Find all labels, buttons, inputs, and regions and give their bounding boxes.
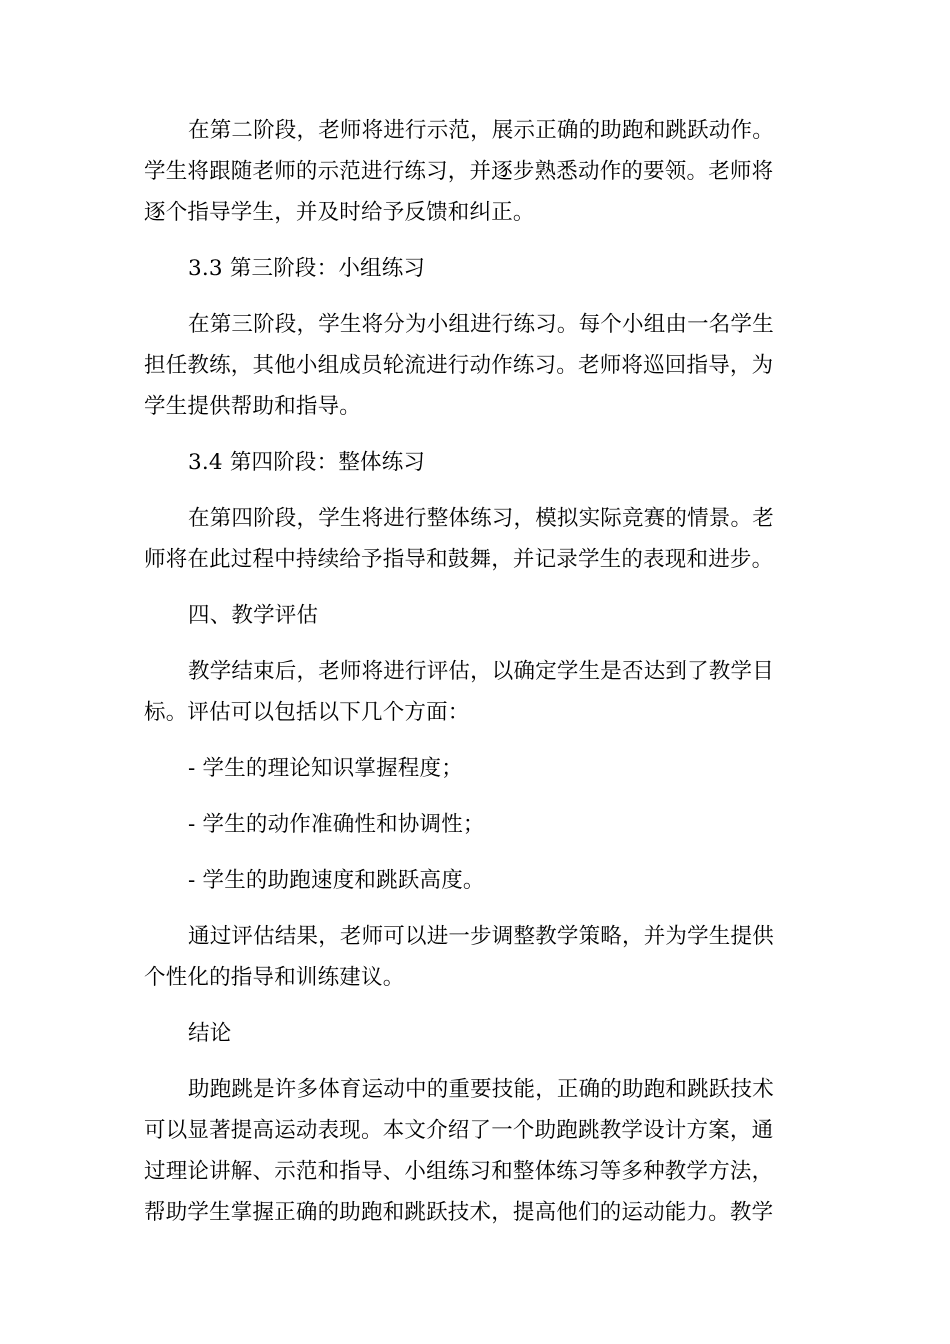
list-item: - 学生的助跑速度和跳跃高度。 (188, 868, 485, 893)
text-line: 逐个指导学生，并及时给予反馈和纠正。 (144, 200, 535, 225)
text-line: 学生将跟随老师的示范进行练习，并逐步熟悉动作的要领。老师将 (144, 159, 774, 184)
paragraph-conclusion (144, 1069, 804, 1233)
text-line: 标。评估可以包括以下几个方面： (144, 700, 470, 725)
text-line: 教学结束后，老师将进行评估，以确定学生是否达到了教学目 (188, 659, 774, 684)
paragraph-evaluation (144, 651, 804, 733)
section-heading-3-4: 3.4 第四阶段：整体练习 (188, 450, 426, 475)
paragraph-result (144, 916, 804, 998)
text-line: 在第三阶段，学生将分为小组进行练习。每个小组由一名学生 (188, 312, 774, 337)
list-item: - 学生的理论知识掌握程度； (188, 756, 463, 781)
text-line: 通过评估结果，老师可以进一步调整教学策略，并为学生提供 (188, 924, 774, 949)
paragraph-stage-four (144, 498, 804, 580)
text-line: 过理论讲解、示范和指导、小组练习和整体练习等多种教学方法， (144, 1159, 774, 1184)
section-heading-3-3: 3.3 第三阶段：小组练习 (188, 256, 426, 281)
paragraph-stage-three (144, 304, 804, 427)
text-line: 在第四阶段，学生将进行整体练习，模拟实际竞赛的情景。老 (188, 506, 774, 531)
text-line: 师将在此过程中持续给予指导和鼓舞，并记录学生的表现和进步。 (144, 547, 774, 572)
text-line: 可以显著提高运动表现。本文介绍了一个助跑跳教学设计方案，通 (144, 1118, 774, 1143)
text-line: 个性化的指导和训练建议。 (144, 965, 405, 990)
list-item: - 学生的动作准确性和协调性； (188, 812, 485, 837)
paragraph-stage-two (144, 110, 804, 233)
text-line: 助跑跳是许多体育运动中的重要技能，正确的助跑和跳跃技术 (188, 1077, 774, 1102)
section-heading-evaluation: 四、教学评估 (188, 603, 319, 628)
text-line: 学生提供帮助和指导。 (144, 394, 362, 419)
document-page (144, 110, 804, 1248)
text-line: 在第二阶段，老师将进行示范，展示正确的助跑和跳跃动作。 (188, 118, 774, 143)
text-line: 帮助学生掌握正确的助跑和跳跃技术，提高他们的运动能力。教学 (144, 1200, 774, 1225)
text-line: 担任教练，其他小组成员轮流进行动作练习。老师将巡回指导，为 (144, 353, 774, 378)
section-heading-conclusion: 结论 (188, 1021, 232, 1046)
